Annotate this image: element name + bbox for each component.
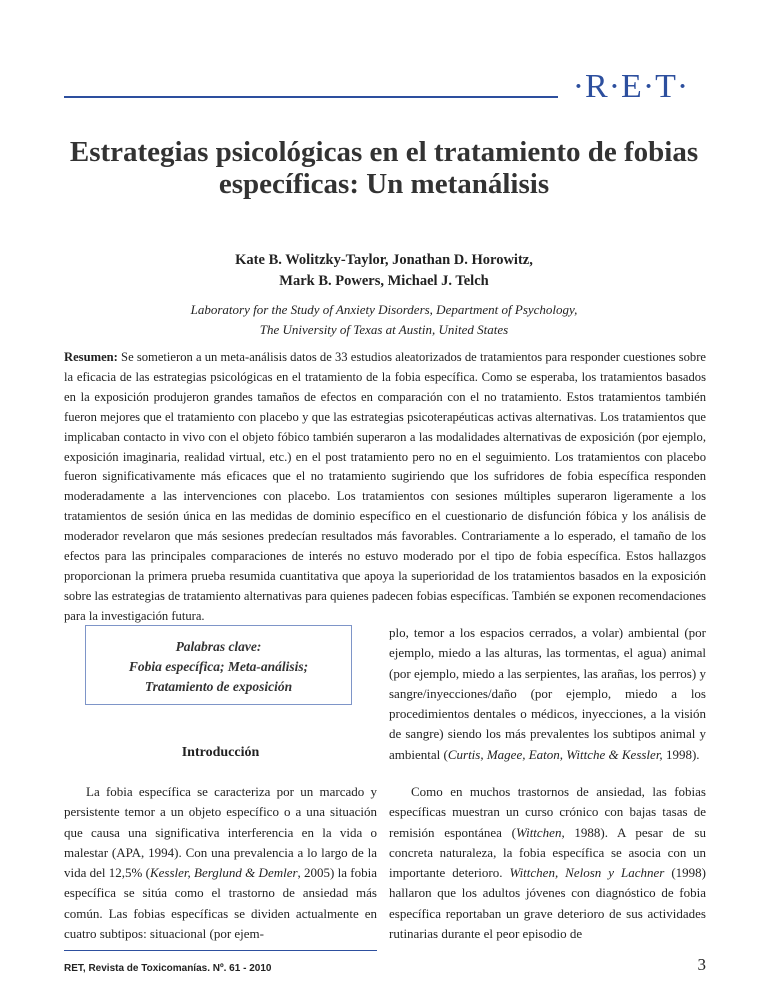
intro-paragraph-1: [64, 782, 377, 944]
abstract: [64, 348, 706, 627]
keywords-box: [85, 625, 352, 705]
affiliation-line-2: The University of Texas at Austin, United States: [259, 322, 509, 337]
intro-paragraph-1-continued: [389, 623, 706, 765]
keywords-line-1: Fobia específica; Meta-análisis;: [128, 659, 309, 674]
keywords-heading: Palabras clave:: [175, 639, 262, 654]
citation-wittchen-nelosn-lachner: Wittchen, Nelosn y Lachner: [509, 865, 665, 881]
keywords-line-2: Tratamiento de exposición: [144, 679, 293, 694]
article-title: Estrategias psicológicas en el tratamiento de fobias específicas: Un metanálisis: [69, 136, 699, 200]
intro-p3-text-a: Como en muchos trastornos de ansiedad, las fobias específicas muestran un curso crónico con bajas tasas de remisión espontánea (: [389, 784, 706, 840]
intro-p1-text-a: La fobia específica se caracteriza por un marcado y persistente temor a un objeto específico o a una situación que causa una significativa interferencia en la vida o malestar (APA, 1994). Con una prevalencia a lo largo de la vida del 12,5% (: [64, 784, 377, 881]
intro-p3-text-c: (1998) hallaron que los adultos jóvenes con diagnóstico de fobia específica reportaban un grave deterioro de sus actividades rutinarias durante el peor episodio de: [389, 865, 706, 942]
page-number: 3: [697, 955, 706, 974]
citation-kessler: Kessler, Berglund & Demler: [149, 865, 298, 881]
authors: [60, 250, 708, 292]
citation-wittchen: Wittchen,: [515, 824, 565, 840]
authors-line-2: Mark B. Powers, Michael J. Telch: [279, 273, 489, 289]
intro-p3-text-b: 1988). A pesar de su concreta naturaleza, la fobia específica se asocia con un importante deterioro.: [389, 824, 706, 881]
abstract-text: Se sometieron a un meta-análisis datos de 33 estudios aleatorizados de tratamientos para responder cuestiones sobre la eficacia de las estrategias psicológicas en el tratamiento de la fobia específica. Como se esperaba, los tratamientos basados en la exposición produjeron grandes tamaños de efectos en comparación con el no tratamiento. Estos tratamientos también fueron mejores que el tratamiento con placebo y que las estrategias psicoterapéuticas activas alternativas. Los tratamientos que implicaban contacto in vivo con el objeto fóbico también superaron a las modalidades alternativas de exposición (por ejemplo, exposición imaginaria, realidad virtual, etc.) en el post tratamiento pero no en el seguimiento. Los tratamientos con placebo fueron significativamente más eficaces que el no tratamiento sugiriendo que los sufridores de fobia específica responden moderadamente a las intervenciones con placebo. Los tratamientos con sesiones múltiples superaron ligeramente a los tratamientos de sesión única en las medidas de dominio específico en el cuestionario de disfunción fóbica y los análisis de moderador revelaron que más sesiones predecían resultados más favorables. Contrariamente a lo esperado, el tamaño de los efectos para las principales comparaciones de interés no estuvo moderado por el tipo de fobia específica. Estos hallazgos proporcionan la primera prueba resumida cuantitativa que apoya la superioridad de los tratamientos basados en la exposición sobre las estrategias de tratamiento alternativas para quienes padecen fobias específicas. También se exponen recomendaciones para la investigación futura.: [64, 350, 706, 623]
abstract-label: Resumen:: [64, 350, 118, 364]
footer-rule: [64, 950, 377, 951]
affiliation: [60, 300, 708, 340]
journal-logo: ·R·E·T·: [572, 68, 690, 105]
affiliation-line-1: Laboratory for the Study of Anxiety Disorders, Department of Psychology,: [190, 302, 578, 317]
footer-journal: RET, Revista de Toxicomanías. Nº. 61 - 2010: [64, 963, 272, 974]
intro-paragraph-2: [389, 782, 706, 944]
citation-curtis: Curtis, Magee, Eaton, Wittche & Kessler,: [447, 746, 663, 762]
section-heading-introduction: Introducción: [181, 745, 260, 760]
intro-p2-text-b: 1998).: [662, 746, 700, 762]
header-rule: [64, 96, 558, 98]
authors-line-1: Kate B. Wolitzky-Taylor, Jonathan D. Horowitz,: [235, 252, 533, 268]
intro-p1-text-b: , 2005) la fobia específica se sitúa como el trastorno de ansiedad más común. Las fobias específicas se dividen actualmente en cuatro subtipos: situacional (por ejem-: [64, 865, 378, 942]
intro-p2-text-a: plo, temor a los espacios cerrados, a volar) ambiental (por ejemplo, miedo a las alturas, las tormentas, el agua) animal (por ejemplo, miedo a las serpientes, las arañas, los perros) y sangre/inyecciones/daño (por ejemplo, miedo a los procedimientos dentales o médicos, inyecciones, a la visión de sangre) siendo los más prevalentes los subtipos animal y ambiental (: [389, 625, 706, 762]
